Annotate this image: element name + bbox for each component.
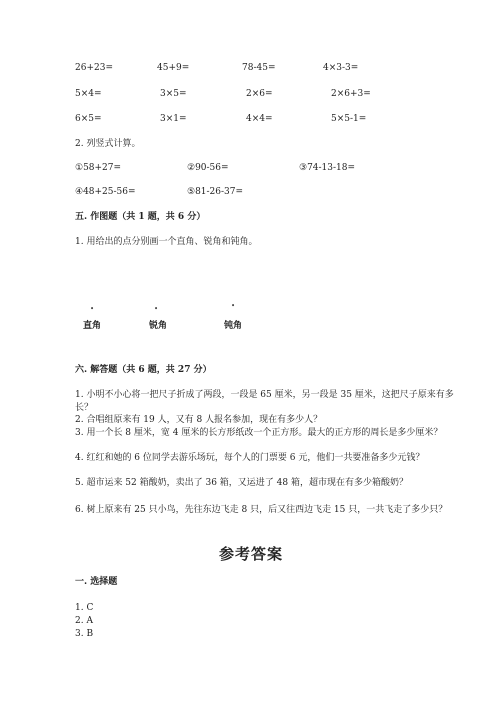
answer-item: 3. B [75, 629, 94, 639]
word-problem: 2. 合唱组原来有 19 人，又有 8 人报名参加，现在有多少人？ [75, 415, 323, 425]
vertical-calc-item: ②90-56= [187, 163, 229, 173]
angle-label-acute: 锐角 [149, 321, 168, 331]
arith-item: 4×3-3= [323, 63, 359, 73]
arith-item: 4×4= [246, 114, 273, 124]
angle-label-obtuse: 钝角 [224, 321, 243, 331]
answer-item: 1. C [75, 603, 94, 613]
arith-item: 5×5-1= [331, 114, 367, 124]
angle-label-right: 直角 [83, 321, 102, 331]
word-problem: 3. 用一个长 8 厘米，宽 4 厘米的长方形纸改一个正方形。最大的正方形的周长是多少厘米？ [75, 428, 443, 438]
arith-item: 26+23= [75, 63, 113, 73]
answer-item: 2. A [75, 616, 93, 626]
vertical-calc-item: ③74-13-18= [299, 163, 356, 173]
arith-item: 3×1= [160, 114, 187, 124]
point-marker: • [90, 305, 95, 313]
section-title: 五. 作图题（共 1 题，共 6 分） [75, 212, 206, 222]
arith-item: 45+9= [157, 63, 190, 73]
word-problem: 6. 树上原来有 25 只小鸟，先往东边飞走 8 只，后又往西边飞走 15 只，一共飞走了多少只？ [75, 505, 448, 515]
word-problem: 4. 红红和她的 6 位同学去游乐场玩，每个人的门票要 6 元，他们一共要准备多少元钱？ [75, 453, 425, 463]
point-marker: • [154, 305, 159, 313]
answer-key-title: 参考答案 [219, 545, 284, 563]
arith-item: 5×4= [75, 89, 102, 99]
word-problem: 5. 超市运来 52 箱酸奶，卖出了 36 箱，又运进了 48 箱，超市现在有多少箱酸奶？ [75, 478, 408, 488]
arith-item: 3×5= [160, 89, 187, 99]
section-title: 六. 解答题（共 6 题，共 27 分） [75, 365, 212, 375]
arith-item: 2×6= [246, 89, 273, 99]
word-problem: 1. 小明不小心将一把尺子折成了两段，一段是 65 厘米，另一段是 35 厘米，这把尺子原来有多长？ [75, 390, 454, 413]
vertical-calc-heading: 2. 列竖式计算。 [75, 139, 141, 149]
vertical-calc-item: ①58+27= [75, 163, 122, 173]
question-text: 1. 用给出的点分别画一个直角、锐角和钝角。 [75, 237, 258, 247]
vertical-calc-item: ⑤81-26-37= [187, 187, 244, 197]
arith-item: 2×6+3= [331, 89, 371, 99]
point-marker: • [231, 302, 236, 310]
vertical-calc-item: ④48+25-56= [75, 187, 136, 197]
arith-item: 78-45= [242, 63, 276, 73]
answer-section-title: 一. 选择题 [75, 577, 118, 587]
arith-item: 6×5= [75, 114, 102, 124]
